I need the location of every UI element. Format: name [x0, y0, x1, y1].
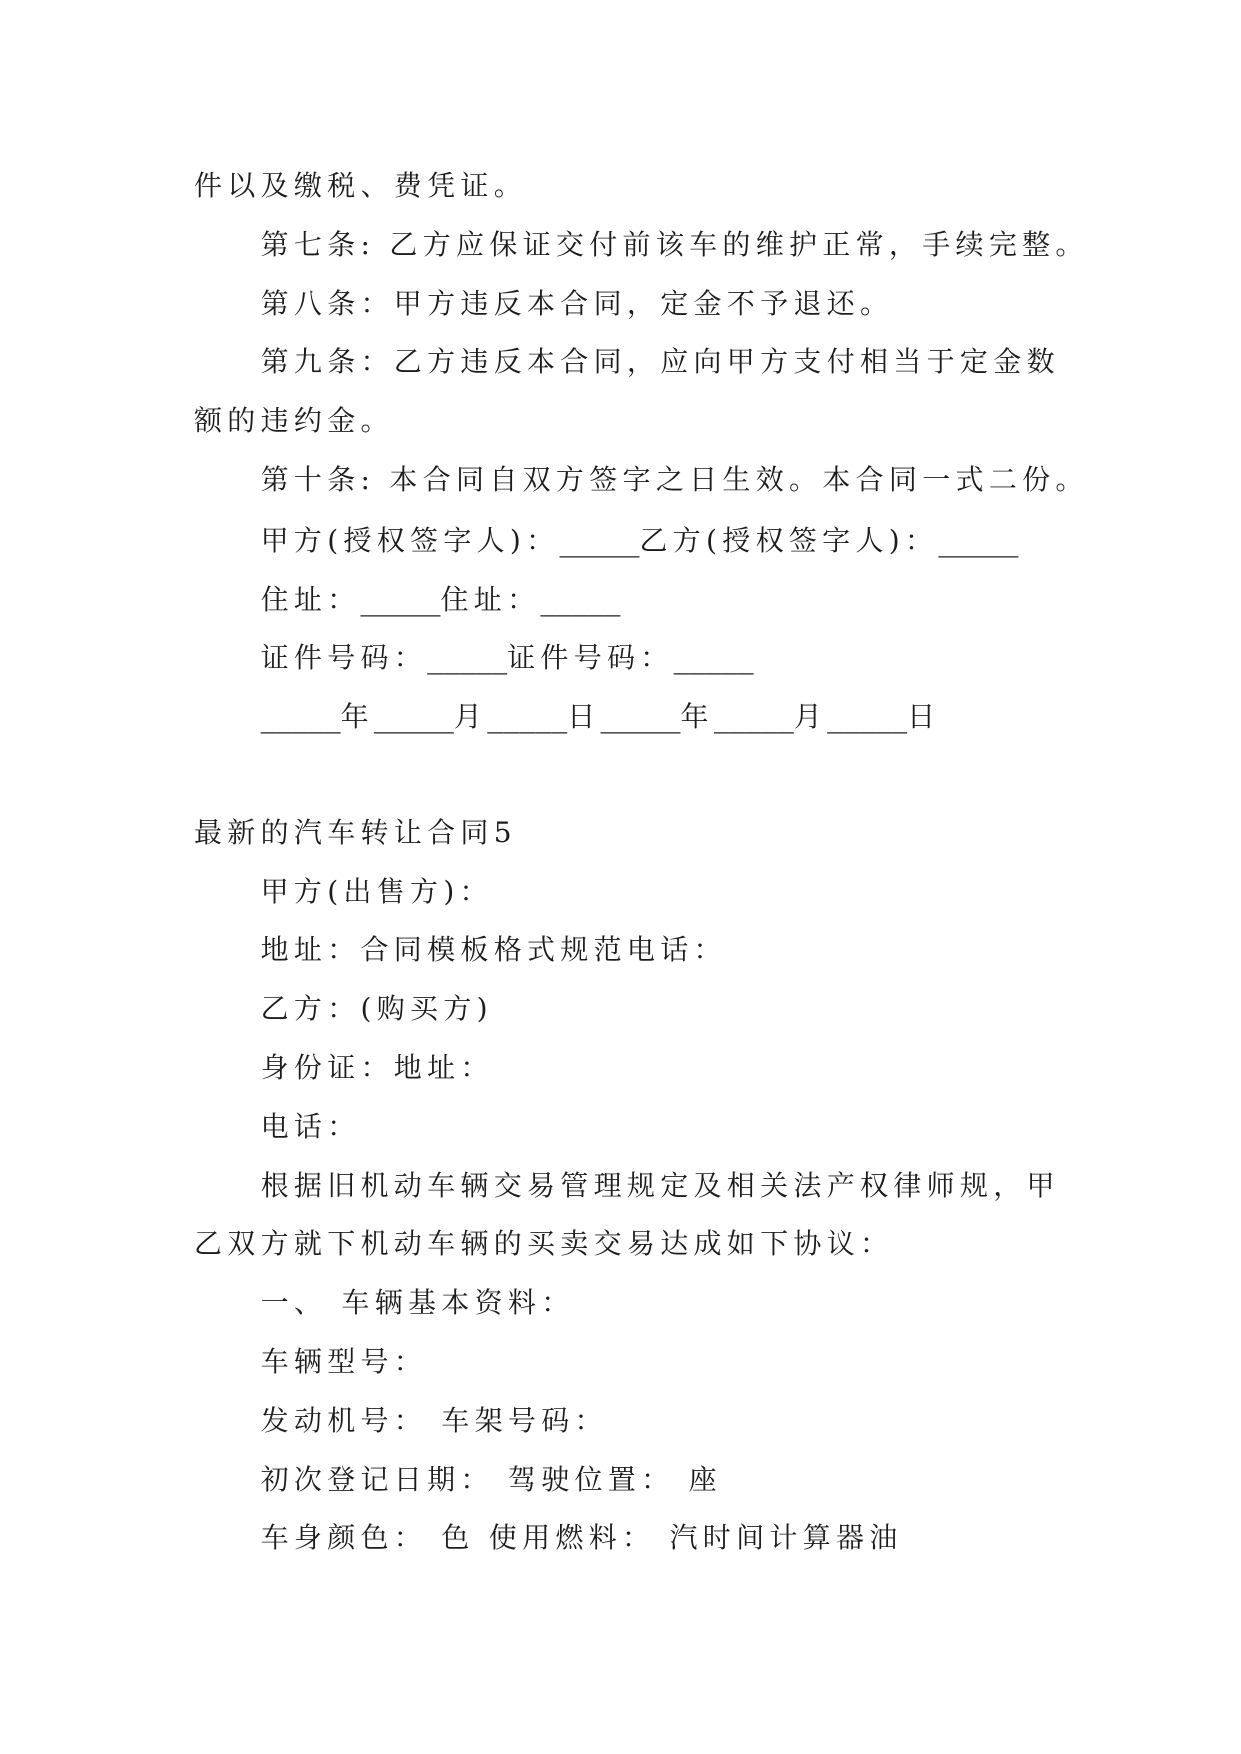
blank-field: _____ — [713, 696, 794, 735]
document-page — [194, 157, 1089, 1568]
clause-10 — [194, 451, 1089, 510]
signature-block — [194, 510, 1074, 745]
blank-field: _____ — [487, 696, 568, 735]
vehicle-info-heading: 一、 车辆基本资料： — [260, 1286, 575, 1320]
party-b-phone-line: 电话： — [260, 1109, 361, 1143]
party-a-line: 甲方(出售方)： — [260, 874, 493, 908]
continued-text: 件以及缴税、费凭证。 — [194, 169, 528, 202]
blank-field: _____ — [260, 696, 341, 735]
blank-field: _____ — [600, 696, 681, 735]
signatory-line: 甲方(授权签字人)：_____乙方(授权签字人)：_____ — [260, 519, 1019, 558]
party-b-line: 乙方：(购买方) — [260, 992, 493, 1026]
clause-9-line-1: 第九条：乙方违反本合同，应向甲方支付相当于定金数 — [260, 345, 1060, 379]
preamble-line-1: 根据旧机动车辆交易管理规定及相关法产权律师规，甲 — [260, 1168, 1060, 1202]
party-b-id-line: 身份证：地址： — [260, 1050, 494, 1084]
blank-field: _____ — [559, 519, 640, 558]
registration-seat-line: 初次登记日期： 驾驶位置： 座 — [260, 1462, 722, 1496]
id-number-line: 证件号码：_____证件号码：_____ — [260, 637, 754, 676]
blank-field: _____ — [827, 696, 908, 735]
blank-field: _____ — [673, 637, 754, 676]
clause-7 — [194, 216, 1089, 275]
section-title: 最新的汽车转让合同5 — [194, 815, 517, 849]
blank-field: _____ — [360, 578, 441, 617]
date-line: _____年_____月_____日_____年_____月_____日 — [260, 696, 941, 735]
blank-field: _____ — [373, 696, 454, 735]
clause-10-line: 第十条: 本合同自双方签字之日生效。本合同一式二份。 — [260, 462, 1089, 496]
clause-8 — [194, 275, 1074, 334]
party-a-address-line: 地址：合同模板格式规范电话： — [260, 933, 727, 967]
address-line: 住址：_____住址：_____ — [260, 578, 621, 617]
blank-field: _____ — [938, 519, 1019, 558]
clause-7-line: 第七条: 乙方应保证交付前该车的维护正常，手续完整。 — [260, 227, 1089, 261]
engine-frame-line: 发动机号： 车架号码： — [260, 1403, 608, 1437]
color-fuel-line: 车身颜色： 色 使用燃料： 汽时间计算器油 — [260, 1521, 903, 1555]
clause-8-line: 第八条：甲方违反本合同，定金不予退还。 — [260, 286, 894, 320]
clause-9 — [194, 333, 1074, 451]
preamble-line-2: 乙双方就下机动车辆的买卖交易达成如下协议： — [194, 1227, 894, 1261]
blank-field: _____ — [427, 637, 508, 676]
blank-field: _____ — [540, 578, 621, 617]
section-body — [194, 863, 1074, 1569]
preamble-paragraph — [194, 1157, 1074, 1275]
section-gap — [194, 745, 1074, 804]
vehicle-model-line: 车辆型号： — [260, 1344, 428, 1378]
clause-9-line-2: 额的违约金。 — [194, 404, 394, 438]
